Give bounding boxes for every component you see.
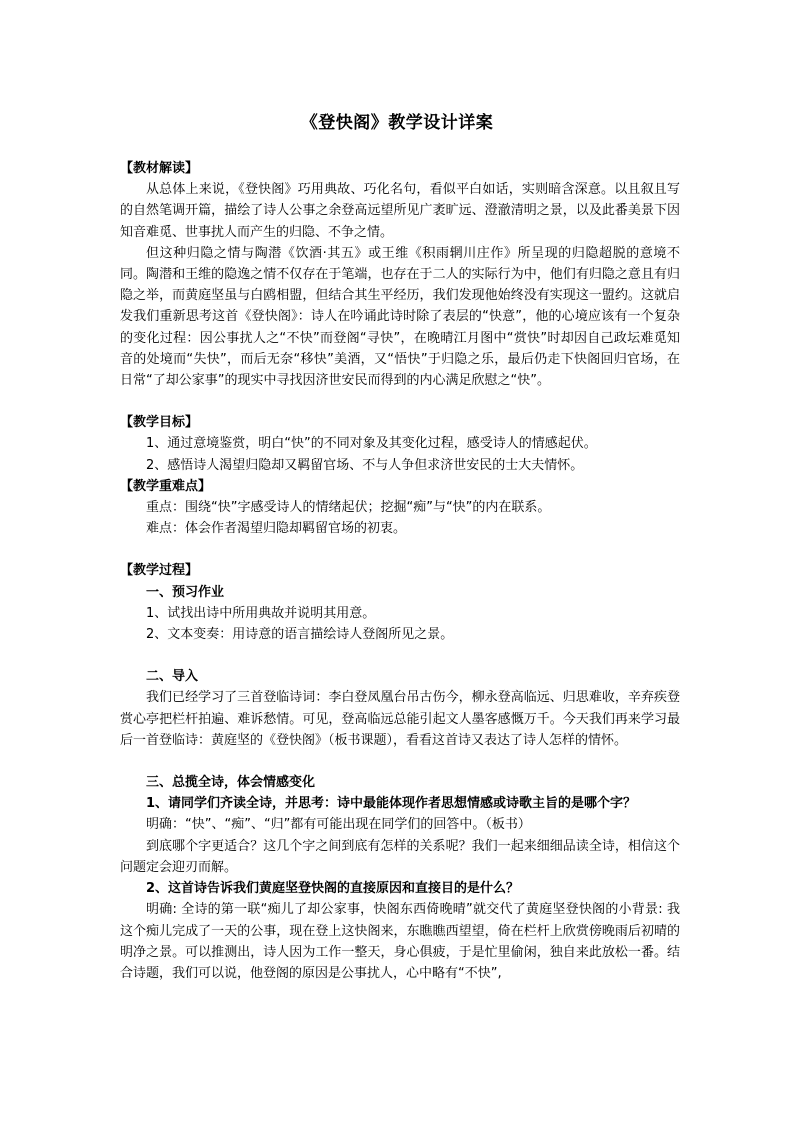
list-item: 1、通过意境鉴赏，明白“快”的不同对象及其变化过程，感受诗人的情感起伏。 xyxy=(146,436,597,452)
section-heading-key-points: 【教学重难点】 xyxy=(120,478,212,494)
subheading-preview: 一、预习作业 xyxy=(146,584,225,600)
document-title: 《登快阁》教学设计详案 xyxy=(300,113,494,133)
paragraph: 从总体上来说，《登快阁》巧用典故、巧化名句，看似平白如话，实则暗含深意。以且叙且写的自然笔调开篇，描绘了诗人公事之余登高远望所见广袤旷远、澄澈清明之景，以及此番美景下因知音难觅、世事扰人而产生的归隐、不争之情。 xyxy=(120,182,680,240)
paragraph: 到底哪个字更适合？这几个字之间到底有怎样的关系呢？我们一起来细细品读全诗，相信这个问题定会迎刃而解。 xyxy=(120,838,680,875)
section-heading-process: 【教学过程】 xyxy=(120,563,199,579)
subheading-intro: 二、导入 xyxy=(146,669,199,685)
answer: 明确：“快”、“痴”、“归”都有可能出现在同学们的回答中。（板书） xyxy=(146,817,531,833)
key-point: 重点：围绕“快”字感受诗人的情绪起伏；挖掘“痴”与“快”的内在联系。 xyxy=(146,500,551,516)
question: 2、这首诗告诉我们黄庭坚登快阁的直接原因和直接目的是什么？ xyxy=(146,881,520,897)
paragraph: 但这种归隐之情与陶潜《饮酒·其五》或王维《积雨辋川庄作》所呈现的归隐超脱的意境不同。陶潜和王维的隐逸之情不仅存在于笔端，也存在于二人的实际行为中，他们有归隐之意且有归隐之举，而黄庭坚虽与白鸥相盟，但结合其生平经历，我们发现他始终没有实现这一盟约。这就启发我们重新思考这首《登快阁》：诗人在吟诵此诗时除了表层的“快意”，他的心境应该有一个复杂的变化过程：因公事扰人之“不快”而登阁“寻快”，在晚晴江月图中“赏快”时却因自己政坛难觅知音的处境而“失快”，而后无奈“移快”美酒，又“悟快”于归隐之乐，最后仍走下快阁回归官场，在日常“了却公家事”的现实中寻找因济世安民而得到的内心满足欣慰之“快”。 xyxy=(120,245,680,389)
section-heading-textbook: 【教材解读】 xyxy=(120,161,199,176)
answer: 明确: 全诗的第一联“痴儿了却公家事，快阁东西倚晚晴”就交代了黄庭坚登快阁的小背景: 我这个痴儿完成了一天的公事，现在登上这快阁来，东瞧瞧西望望，倚在栏杆上欣赏傍晚雨后初晴的明净之景。可以推测出，诗人因为工作一整天，身心俱疲，于是忙里偷闲，独自来此放松一番。结合诗题，我们可以说，他登阁的原因是公事扰人，心中略有“不快”, xyxy=(120,902,680,981)
section-heading-goals: 【教学目标】 xyxy=(120,415,199,431)
difficult-point: 难点：体会作者渴望归隐却羁留官场的初衷。 xyxy=(146,521,407,537)
document-body xyxy=(120,158,680,984)
subheading-overview: 三、总揽全诗，体会情感变化 xyxy=(146,775,316,791)
question: 1、请同学们齐读全诗，并思考：诗中最能体现作者思想情感或诗歌主旨的是哪个字？ xyxy=(146,796,637,812)
list-item: 2、文本变奏：用诗意的语言描绘诗人登阁所见之景。 xyxy=(146,627,454,643)
list-item: 2、感悟诗人渴望归隐却又羁留官场、不与人争但求济世安民的士大夫情怀。 xyxy=(146,457,584,473)
paragraph: 我们已经学习了三首登临诗词：李白登凤凰台吊古伤今，柳永登高临远、归思难收，辛弃疾登赏心亭把栏杆拍遍、难诉愁情。可见，登高临远总能引起文人墨客感慨万千。今天我们再来学习最后一首登临诗：黄庭坚的《登快阁》（板书课题），看看这首诗又表达了诗人怎样的情怀。 xyxy=(120,690,680,748)
list-item: 1、试找出诗中所用典故并说明其用意。 xyxy=(146,605,376,621)
